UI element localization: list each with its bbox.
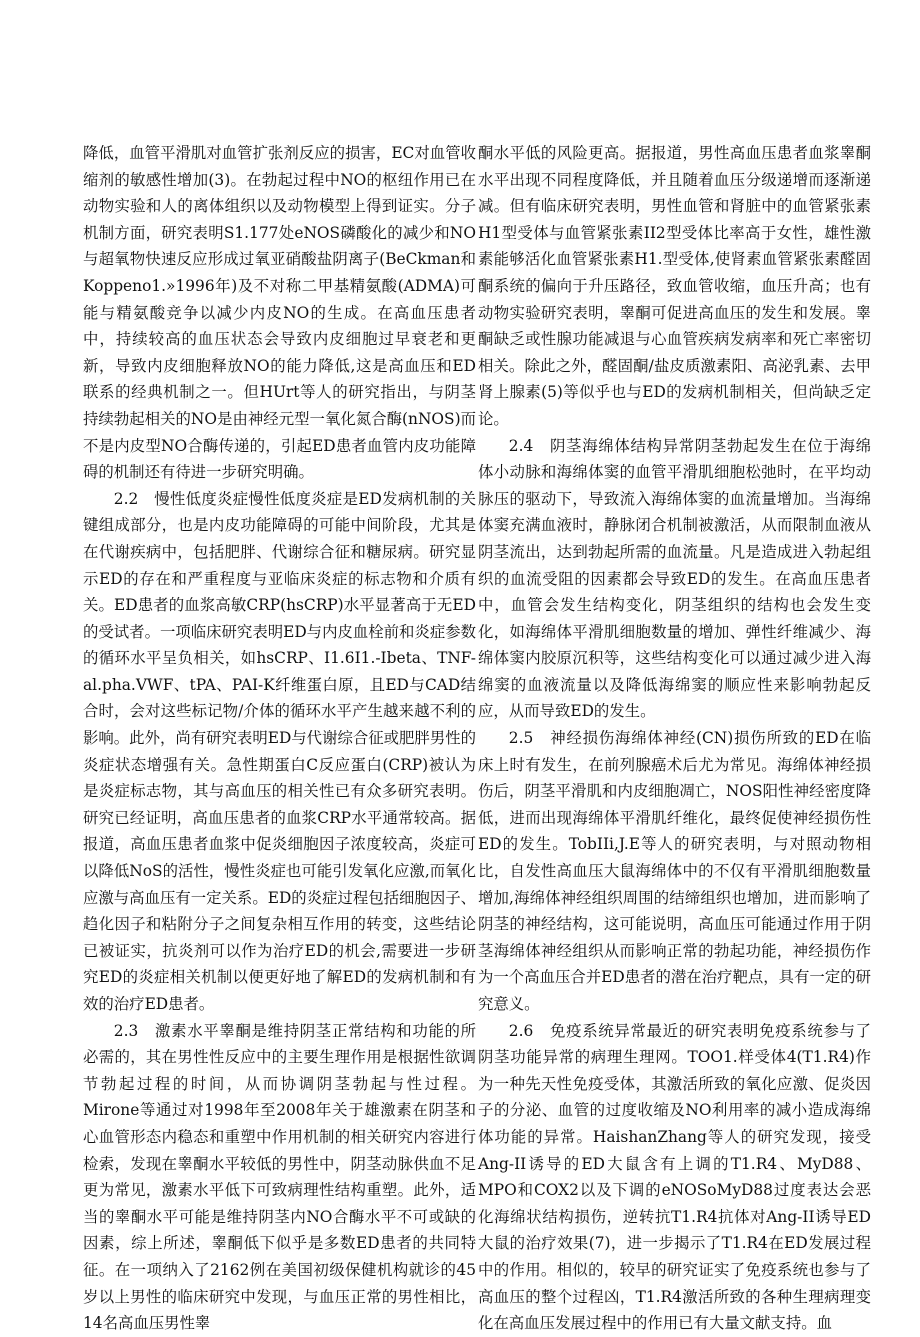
paragraph-section-2-5-nerve-injury: 2.5 神经损伤海绵体神经(CN)损伤所致的ED在临床上时有发生，在前列腺癌术后尤为常见。海绵体神经损伤后，阴茎平滑肌和内皮细胞凋亡，NOS阳性神经密度降低，进而出现海绵体平滑肌纤维化，最终促使神经损伤性ED的发生。TobIIi,J.E等人的研究表明，与对照动物相比，自发性高血压大鼠海绵体中的不仅有平滑肌细胞数量增加,海绵体神经组织周围的结缔组织也增加，进而影响了阴茎的神经结构，这可能说明，高血压可能通过作用于阴茎海绵体神经组织从而影响正常的勃起功能，神经损伤作为一个高血压合并ED患者的潜在治疗靶点，具有一定的研究意义。 [478, 729, 871, 1013]
paragraph-continuation-testosterone: 酮水平低的风险更高。据报道，男性高血压患者血浆睾酮水平出现不同程度降低，并且随着血压分级递增而逐渐递减。但有临床研究表明，男性血管和肾脏中的血管紧张素H1型受体与血管紧张素II2型受体比率高于女性，雄性激素能够活化血管紧张素H1.型受体,使肾素血管紧张素醛固酮系统的偏向于升压路径，致血管收缩，血压升高；也有动物实验研究表明，睾酮可促进高血压的发生和发展。睾酮缺乏或性腺功能减退与心血管疾病发病率和死亡率密切相关。除此之外，醛固酮/盐皮质激素阳、高泌乳素、去甲肾上腺素(5)等似乎也与ED的发病机制相关，但尚缺乏定论。 [478, 144, 871, 428]
paragraph-section-2-4-penile-structure: 2.4 阴茎海绵体结构异常阴茎勃起发生在位于海绵体小动脉和海绵体窦的血管平滑肌细胞松弛时，在平均动脉压的驱动下，导致流入海绵体窦的血流量增加。当海绵体窦充满血液时，静脉闭合机制被激活，从而限制血液从阴茎流出，达到勃起所需的血流量。凡是造成进入勃起组织的血流受阻的因素都会导致ED的发生。在高血压患者中，血管会发生结构变化，阴茎组织的结构也会发生变化，如海绵体平滑肌细胞数量的增加、弹性纤维减少、海绵体窦内胶原沉积等，这些结构变化可以通过减少进入海绵窦的血液流量以及降低海绵窦的顺应性来影响勃起反应，从而导致ED的发生。 [478, 436, 871, 721]
paragraph-continuation-no-mechanism: 降低，血管平滑肌对血管扩张剂反应的损害，EC对血管收缩剂的敏感性增加(3)。在勃起过程中NO的枢纽作用已在动物实验和人的离体组织以及动物模型上得到证实。分子机制方面，研究表明S1.177处eNOS磷酸化的减少和NO与超氧物快速反应形成过氧亚硝酸盐阴离子(BeCkman和Koppeno1.»1996年)及不对称二甲基精氨酸(ADMA)可能与精氨酸竞争以减少内皮NO的生成。在高血压患者中，持续较高的血压状态会导致内皮细胞过早衰老和更新，导致内皮细胞释放NO的能力降低,这是高血压和ED联系的经典机制之一。但HUrt等人的研究指出，与阴茎持续勃起相关的NO是由神经元型一氧化氮合酶(nNOS)而不是内皮型NO合酶传递的，引起ED患者血管内皮功能障碍的机制还有待进一步研究明确。 [83, 144, 476, 482]
left-column [83, 140, 476, 1337]
paragraph-section-2-3-hormone: 2.3 激素水平睾酮是维持阴茎正常结构和功能的所必需的，其在男性性反应中的主要生理作用是根据性欲调节勃起过程的时间，从而协调阴茎勃起与性过程。Mirone等通过对1998年至2008年关于雄激素在阴茎和心血管形态内稳态和重塑中作用机制的相关研究内容进行检索，发现在睾酮水平较低的男性中，阴茎动脉供血不足更为常见，激素水平低下可致病理性结构重塑。此外，适当的睾酮水平可能是维持阴茎内NO合酶水平不可或缺的因素，综上所述，睾酮低下似乎是多数ED患者的共同特征。在一项纳入了2162例在美国初级保健机构就诊的45岁以上男性的临床研究中发现，与血压正常的男性相比，14名高血压男性睾 [83, 1021, 476, 1333]
paragraph-section-2-6-immune-system: 2.6 免疫系统异常最近的研究表明免疫系统参与了阴茎功能异常的病理生理网。TOO1.样受体4(T1.R4)作为一种先天性免疫受体，其激活所致的氧化应激、促炎因子的分泌、血管的过度收缩及NO利用率的减小造成海绵体功能的异常。HaishanZhang等人的研究发现，接受Ang-II诱导的ED大鼠含有上调的T1.R4、MyD88、MPO和COX2以及下调的eNOSoMyD88过度表达会恶化海绵状结构损伤，逆转抗T1.R4抗体对Ang-II诱导ED大鼠的治疗效果(7)，进一步揭示了T1.R4在ED发展过程中的作用。相似的，较早的研究证实了免疫系统也参与了高血压的整个过程凶，T1.R4激活所致的各种生理病理变化在高血压发展过程中的作用已有大量文献支持。血 [478, 1021, 871, 1333]
paragraph-section-2-2-inflammation: 2.2 慢性低度炎症慢性低度炎症是ED发病机制的关键组成部分，也是内皮功能障碍的可能中间阶段，尤其是在代谢疾病中，包括肥胖、代谢综合征和糖尿病。研究显示ED的存在和严重程度与亚临床炎症的标志物和介质有关。ED患者的血浆高敏CRP(hsCRP)水平显著高于无ED的受试者。一项临床研究表明ED与内皮血栓前和炎症参数的循环水平呈负相关，如hsCRP、I1.6I1.-Ibeta、TNF-al.pha.VWF、tPA、PAI-K纤维蛋白原，且ED与CAD结合时，会对这些标记物/介体的循环水平产生越来越不利的影响。此外，尚有研究表明ED与代谢综合征或肥胖男性的炎症状态增强有关。急性期蛋白C反应蛋白(CRP)被认为是炎症标志物，其与高血压的相关性已有众多研究表明。研究已经证明，高血压患者的血浆CRP水平通常较高。据报道，高血压患者血浆中促炎细胞因子浓度较高，炎症可以降低NoS的活性，慢性炎症也可能引发氧化应激,而氧化应激与高血压有一定关系。ED的炎症过程包括细胞因子、趋化因子和粘附分子之间复杂相互作用的转变，这些结论已被证实，抗炎剂可以作为治疗ED的机会,需要进一步研究ED的炎症相关机制以便更好地了解ED的发病机制和有效的治疗ED患者。 [83, 489, 476, 1013]
right-column [478, 140, 871, 1337]
